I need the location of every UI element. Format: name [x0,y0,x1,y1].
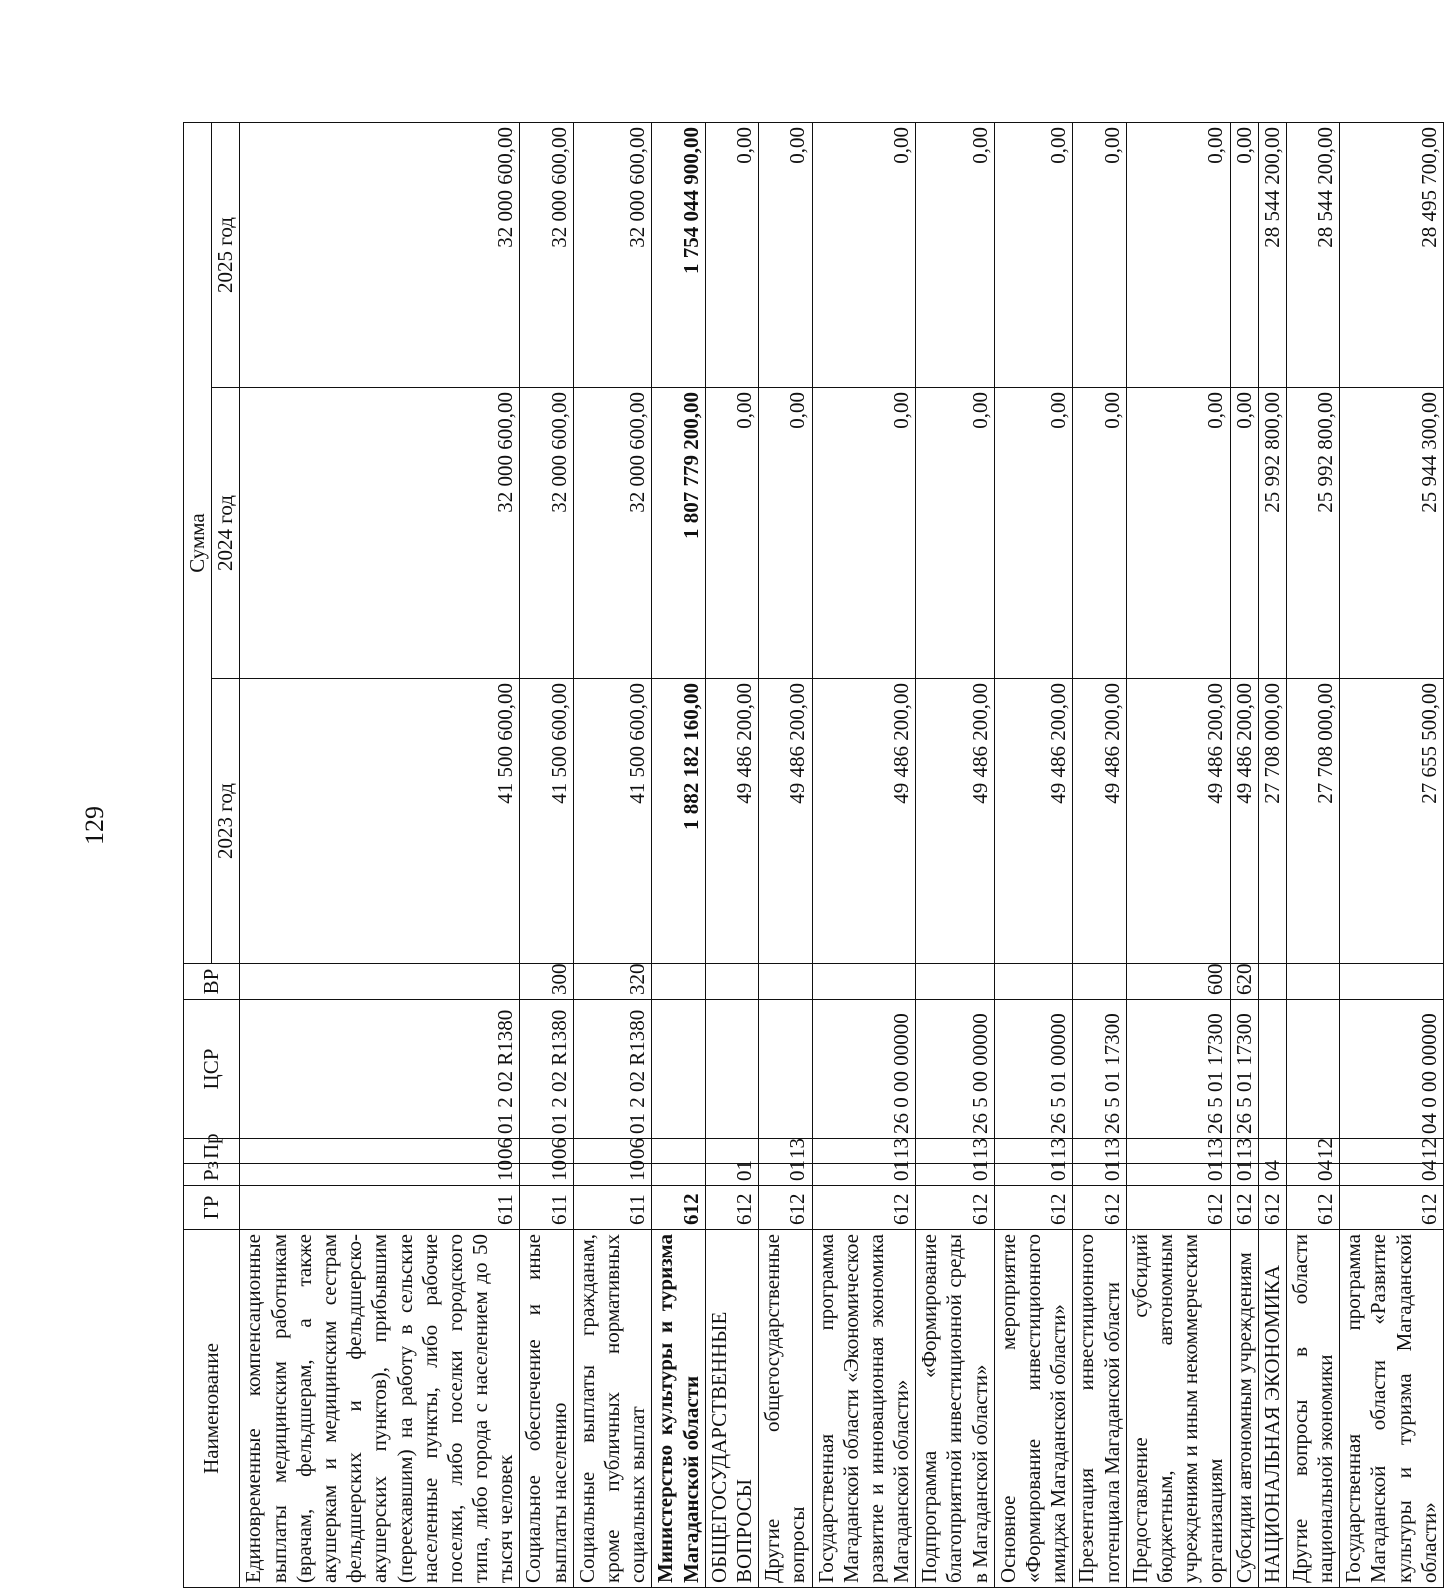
cell-2023: 1 882 182 160,00 [652,679,705,964]
cell-name: Государственная программа Магаданской области «Развитие культуры и туризма Магаданской области» [1340,1230,1444,1588]
cell-2023: 49 486 200,00 [812,679,916,964]
cell-vr [1340,964,1444,1000]
table-row [812,122,916,1587]
cell-2024: 0,00 [812,388,916,679]
cell-pr: 13 [1073,1139,1126,1164]
cell-2024: 0,00 [705,388,758,679]
cell-name: Другие вопросы в области национальной экономики [1286,1230,1339,1588]
cell-csr [1258,1000,1286,1139]
cell-csr: 26 5 01 17300 [1230,1000,1258,1139]
cell-2023: 27 655 500,00 [1340,679,1444,964]
cell-rz: 10 [573,1164,652,1186]
cell-vr [812,964,916,1000]
cell-2023: 49 486 200,00 [705,679,758,964]
cell-2023: 27 708 000,00 [1286,679,1339,964]
header-csr: ЦСР [184,1000,240,1139]
cell-rz: 01 [916,1164,995,1186]
cell-vr: 600 [1126,964,1230,1000]
cell-rz: 01 [705,1164,758,1186]
cell-vr [1258,964,1286,1000]
table-row [1258,122,1286,1587]
cell-2023: 49 486 200,00 [1073,679,1126,964]
budget-table-container [183,123,1441,1588]
cell-2024: 25 992 800,00 [1258,388,1286,679]
cell-pr: 13 [1230,1139,1258,1164]
header-vr: ВР [184,964,240,1000]
cell-gr: 612 [994,1186,1073,1230]
cell-csr [1286,1000,1339,1139]
cell-gr: 612 [759,1186,812,1230]
header-gr: ГР [184,1186,240,1230]
cell-rz: 01 [812,1164,916,1186]
cell-csr: 26 5 01 17300 [1126,1000,1230,1139]
cell-2024: 0,00 [1230,388,1258,679]
table-row [1073,122,1126,1587]
cell-2025: 28 544 200,00 [1286,122,1339,387]
header-2024: 2024 год [212,388,240,679]
cell-pr: 12 [1340,1139,1444,1164]
cell-rz: 01 [1126,1164,1230,1186]
cell-2023: 49 486 200,00 [994,679,1073,964]
cell-gr: 612 [812,1186,916,1230]
cell-csr: 26 5 01 17300 [1073,1000,1126,1139]
cell-pr [652,1139,705,1164]
table-row [916,122,995,1587]
cell-gr: 612 [1286,1186,1339,1230]
cell-name: Предоставление субсидий бюджетным, автономным учреждениям и иным некоммерческим организациям [1126,1230,1230,1588]
cell-name: Социальное обеспечение и иные выплаты населению [520,1230,573,1588]
cell-gr: 612 [1258,1186,1286,1230]
cell-name: Социальные выплаты гражданам, кроме публичных нормативных социальных выплат [573,1230,652,1588]
cell-2025: 32 000 600,00 [573,122,652,387]
cell-2025: 0,00 [1073,122,1126,387]
cell-2023: 41 500 600,00 [573,679,652,964]
cell-2023: 27 708 000,00 [1258,679,1286,964]
cell-gr: 611 [573,1186,652,1230]
cell-csr [759,1000,812,1139]
cell-2025: 28 495 700,00 [1340,122,1444,387]
cell-gr: 612 [1340,1186,1444,1230]
cell-csr: 26 0 00 00000 [812,1000,916,1139]
cell-rz: 01 [994,1164,1073,1186]
cell-pr: 12 [1286,1139,1339,1164]
cell-gr: 611 [240,1186,520,1230]
cell-rz: 04 [1340,1164,1444,1186]
cell-pr: 13 [994,1139,1073,1164]
cell-2024: 0,00 [759,388,812,679]
cell-name: ОБЩЕГОСУДАРСТВЕННЫЕ ВОПРОСЫ [705,1230,758,1588]
cell-2024: 1 807 779 200,00 [652,388,705,679]
cell-2023: 49 486 200,00 [759,679,812,964]
cell-name: Основное мероприятие «Формирование инвестиционного имиджа Магаданской области» [994,1230,1073,1588]
cell-rz: 01 [759,1164,812,1186]
table-row [652,122,705,1587]
cell-rz: 01 [1230,1164,1258,1186]
cell-pr: 06 [520,1139,573,1164]
table-row [1340,122,1444,1587]
cell-2025: 1 754 044 900,00 [652,122,705,387]
header-2025: 2025 год [212,122,240,387]
table-row [1126,122,1230,1587]
page-number: 129 [80,806,109,845]
header-pr: Пр [184,1139,240,1164]
cell-2024: 25 992 800,00 [1286,388,1339,679]
cell-name: Другие общегосударственные вопросы [759,1230,812,1588]
cell-2024: 0,00 [1073,388,1126,679]
cell-2024: 32 000 600,00 [240,388,520,679]
table-row [759,122,812,1587]
cell-vr [1073,964,1126,1000]
table-row [705,122,758,1587]
cell-2023: 49 486 200,00 [1230,679,1258,964]
cell-gr: 612 [652,1186,705,1230]
cell-2024: 0,00 [916,388,995,679]
cell-rz [652,1164,705,1186]
cell-2025: 32 000 600,00 [240,122,520,387]
cell-2025: 0,00 [994,122,1073,387]
cell-name: Единовременные компенсационные выплаты медицинским работникам (врачам, фельдшерам, а также акушеркам и медицинским сестрам фельдшерских и фельдшерско-акушерских пунктов), прибывшим (переехавшим) на работу в сельские населенные пункты, либо рабочие поселки, либо поселки городского типа, либо города с населением до 50 тысяч человек [240,1230,520,1588]
cell-name: Министерство культуры и туризма Магаданской области [652,1230,705,1588]
cell-csr: 26 5 00 00000 [916,1000,995,1139]
header-sum: Сумма [184,122,212,963]
cell-vr [652,964,705,1000]
cell-2023: 49 486 200,00 [1126,679,1230,964]
cell-vr: 320 [573,964,652,1000]
cell-pr: 13 [916,1139,995,1164]
cell-csr: 01 2 02 R1380 [520,1000,573,1139]
table-row [1230,122,1258,1587]
cell-csr: 26 5 01 00000 [994,1000,1073,1139]
cell-2024: 32 000 600,00 [520,388,573,679]
cell-gr: 611 [520,1186,573,1230]
table-row [994,122,1073,1587]
cell-rz: 10 [240,1164,520,1186]
cell-name: Подпрограмма «Формирование благоприятной инвестиционной среды в Магаданской области» [916,1230,995,1588]
table-row [573,122,652,1587]
cell-name: Субсидии автономным учреждениям [1230,1230,1258,1588]
cell-csr [705,1000,758,1139]
table-row [1286,122,1339,1587]
cell-pr: 06 [240,1139,520,1164]
header-rz: Рз [184,1164,240,1186]
cell-2025: 0,00 [1126,122,1230,387]
cell-gr: 612 [1073,1186,1126,1230]
table-row [520,122,573,1587]
cell-gr: 612 [916,1186,995,1230]
cell-2024: 32 000 600,00 [573,388,652,679]
cell-2025: 0,00 [916,122,995,387]
cell-vr [994,964,1073,1000]
cell-vr [705,964,758,1000]
header-name: Наименование [184,1230,240,1588]
cell-2025: 32 000 600,00 [520,122,573,387]
cell-name: Презентация инвестиционного потенциала Магаданской области [1073,1230,1126,1588]
cell-vr: 300 [520,964,573,1000]
cell-2023: 41 500 600,00 [520,679,573,964]
cell-2025: 0,00 [759,122,812,387]
cell-2024: 0,00 [1126,388,1230,679]
cell-rz: 01 [1073,1164,1126,1186]
cell-pr: 06 [573,1139,652,1164]
cell-pr: 13 [1126,1139,1230,1164]
cell-vr: 620 [1230,964,1258,1000]
cell-gr: 612 [705,1186,758,1230]
budget-table [183,122,1444,1588]
table-body [240,122,1444,1587]
cell-csr: 04 0 00 00000 [1340,1000,1444,1139]
cell-csr: 01 2 02 R1380 [240,1000,520,1139]
cell-rz: 04 [1286,1164,1339,1186]
cell-rz: 10 [520,1164,573,1186]
cell-vr [759,964,812,1000]
cell-csr: 01 2 02 R1380 [573,1000,652,1139]
cell-2025: 0,00 [1230,122,1258,387]
cell-2023: 41 500 600,00 [240,679,520,964]
table-row [240,122,520,1587]
cell-name: Государственная программа Магаданской области «Экономическое развитие и инновационная экономика Магаданской области» [812,1230,916,1588]
header-2023: 2023 год [212,679,240,964]
cell-2025: 0,00 [812,122,916,387]
cell-name: НАЦИОНАЛЬНАЯ ЭКОНОМИКА [1258,1230,1286,1588]
cell-pr: 13 [759,1139,812,1164]
cell-2025: 28 544 200,00 [1258,122,1286,387]
cell-csr [652,1000,705,1139]
cell-gr: 612 [1126,1186,1230,1230]
cell-vr [240,964,520,1000]
cell-rz: 04 [1258,1164,1286,1186]
cell-2023: 49 486 200,00 [916,679,995,964]
cell-2025: 0,00 [705,122,758,387]
cell-2024: 0,00 [994,388,1073,679]
cell-vr [916,964,995,1000]
cell-gr: 612 [1230,1186,1258,1230]
cell-pr: 13 [812,1139,916,1164]
cell-vr [1286,964,1339,1000]
cell-2024: 25 944 300,00 [1340,388,1444,679]
